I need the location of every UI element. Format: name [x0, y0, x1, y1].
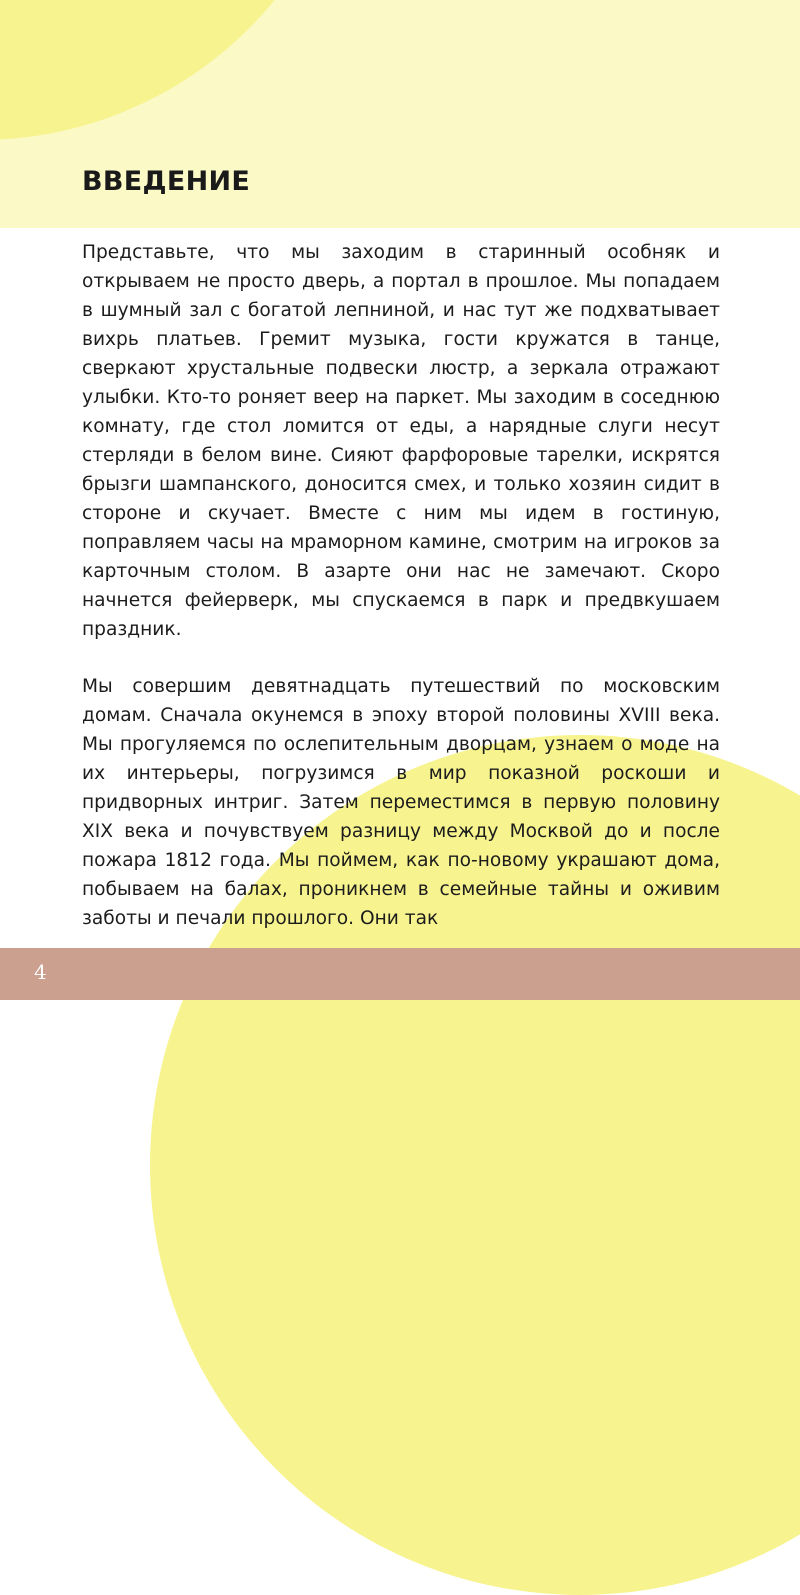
page-number: 4: [34, 960, 47, 984]
top-decor-blob: [0, 0, 360, 140]
paragraph-2: Мы совершим девятнадцать путешествий по московским домам. Сначала окунемся в эпоху второй половины XVIII века. Мы прогуляемся по ослепительным дворцам, узнаем о моде на их интерьеры, погрузимся в мир показной роскоши и придворных интриг. Затем переместимся в первую половину XIX века и почувствуем разницу между Москвой до и после пожара 1812 года. Мы поймем, как по-новому украшают дома, побываем на балах, проникнем в семейные тайны и оживим заботы и печали прошлого. Они так: [82, 676, 720, 929]
page-footer: [0, 948, 800, 1000]
paragraph-1: Представьте, что мы заходим в старинный особняк и открываем не просто дверь, а портал в прошлое. Мы попадаем в шумный зал с богатой лепниной, и нас тут же подхватывает вихрь платьев. Гремит музыка, гости кружатся в танце, сверкают хрустальные подвески люстр, а зеркала отражают улыбки. Кто-то роняет веер на паркет. Мы заходим в соседнюю комнату, где стол ломится от еды, а нарядные слуги несут стерляди в белом вине. Сияют фарфоровые тарелки, искрятся брызги шампанского, доносится смех, и только хозяин сидит в стороне и скучает. Вместе с ним мы идем в гостиную, поправляем часы на мраморном камине, смотрим на игроков за карточным столом. В азарте они нас не замечают. Скоро начнется фейерверк, мы спускаемся в парк и предвкушаем праздник.: [82, 242, 720, 640]
section-heading: ВВЕДЕНИЕ: [82, 166, 251, 197]
body-text: [82, 238, 720, 961]
